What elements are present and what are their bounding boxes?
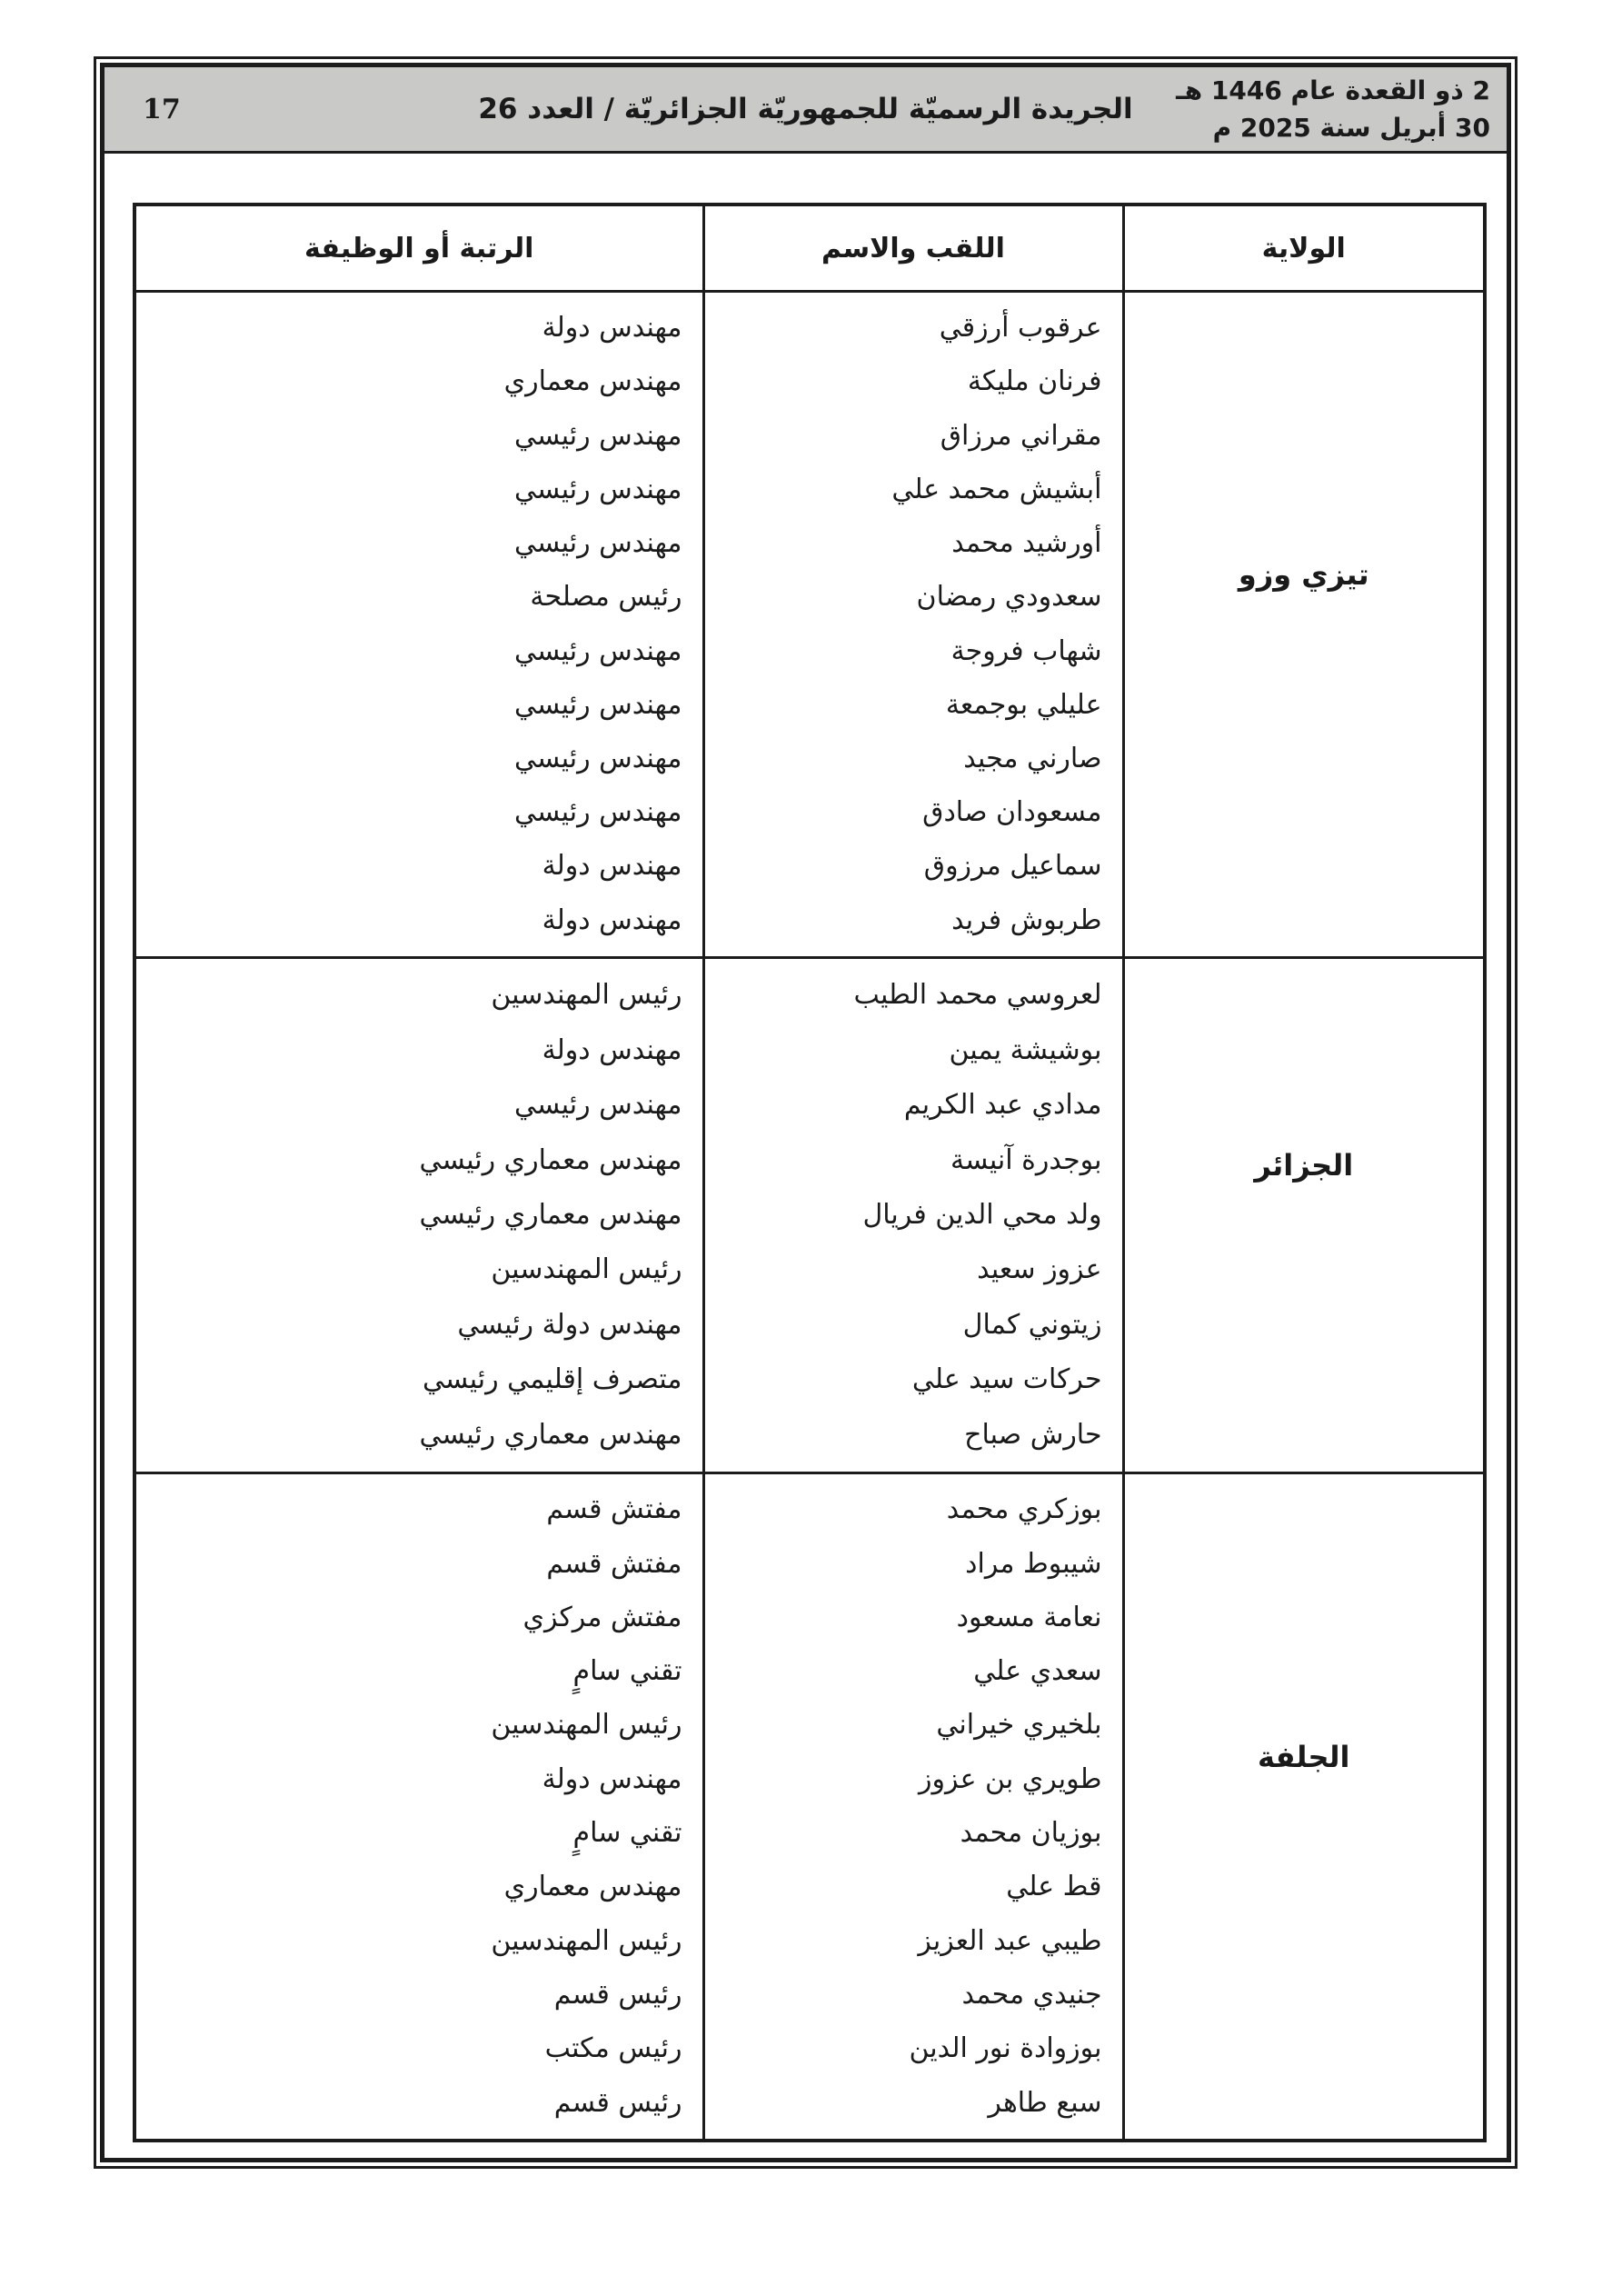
person-name: بوزكري محمد xyxy=(946,1493,1102,1526)
person-name: بوزوادة نور الدين xyxy=(909,2032,1102,2065)
column-header-wilaya: الولاية xyxy=(1123,205,1485,292)
page-frame-inner xyxy=(100,63,1511,2162)
person-rank: رئيس مصلحة xyxy=(530,581,682,614)
person-name: سعدودي رمضان xyxy=(916,581,1102,614)
person-name: عليلي بوجمعة xyxy=(945,688,1102,721)
person-name: طويري بن عزوز xyxy=(919,1762,1102,1795)
wilaya-name-cell xyxy=(1123,292,1485,958)
person-rank: مهندس دولة xyxy=(542,850,682,883)
person-rank: مهندس دولة xyxy=(542,1762,682,1795)
person-rank: مهندس معماري xyxy=(503,1871,682,1903)
table-header-row xyxy=(134,205,1485,292)
person-name: مسعودان صادق xyxy=(922,796,1102,829)
person-name: عرقوب أرزقي xyxy=(939,312,1102,344)
person-rank: متصرف إقليمي رئيسي xyxy=(422,1363,682,1396)
person-name: ولد محي الدين فريال xyxy=(862,1198,1102,1231)
wilaya-group-row xyxy=(134,958,1485,1473)
person-rank: مهندس رئيسي xyxy=(513,796,682,829)
person-name: عزوز سعيد xyxy=(977,1253,1102,1286)
person-name: طيبي عبد العزيز xyxy=(918,1924,1102,1957)
wilaya-name: تيزي وزو xyxy=(1238,557,1369,592)
person-rank: رئيس المهندسين xyxy=(491,979,682,1012)
person-rank: مفتش مركزي xyxy=(522,1601,682,1633)
person-rank: رئيس المهندسين xyxy=(491,1253,682,1286)
ranks-cell xyxy=(134,292,703,958)
person-rank: مهندس رئيسي xyxy=(513,473,682,505)
person-rank: مهندس رئيسي xyxy=(513,419,682,452)
person-rank: مهندس دولة رئيسي xyxy=(457,1308,682,1341)
person-name: جنيدي محمد xyxy=(961,1978,1102,2011)
ranks-cell xyxy=(134,958,703,1473)
person-name: حارش صباح xyxy=(964,1418,1102,1451)
person-name: فرنان مليكة xyxy=(967,365,1102,398)
person-rank: مهندس معماري رئيسي xyxy=(419,1198,682,1231)
ranks-cell xyxy=(134,1473,703,2141)
person-name: أبشيش محمد علي xyxy=(891,473,1102,505)
wilaya-group-row xyxy=(134,1473,1485,2141)
person-rank: مهندس رئيسي xyxy=(513,1089,682,1122)
person-rank: مفتش قسم xyxy=(546,1547,682,1580)
person-name: لعروسي محمد الطيب xyxy=(853,979,1102,1012)
page-frame xyxy=(94,56,1518,2169)
person-name: قط علي xyxy=(1006,1871,1102,1903)
person-name: زيتوني كمال xyxy=(962,1308,1102,1341)
person-name: بوشيشة يمين xyxy=(949,1033,1102,1066)
column-header-name: اللقب والاسم xyxy=(703,205,1123,292)
person-name: سعدي علي xyxy=(973,1655,1102,1688)
person-rank: مفتش قسم xyxy=(546,1493,682,1526)
person-name: شهاب فروجة xyxy=(950,634,1102,667)
person-name: سبع طاهر xyxy=(988,2086,1102,2119)
person-name: حركات سيد علي xyxy=(911,1363,1102,1396)
person-rank: رئيس المهندسين xyxy=(491,1924,682,1957)
person-name: مقراني مرزاق xyxy=(940,419,1102,452)
person-rank: مهندس رئيسي xyxy=(513,742,682,774)
names-cell xyxy=(703,1473,1123,2141)
wilaya-group-row xyxy=(134,292,1485,958)
names-list xyxy=(705,293,1122,956)
wilaya-name: الجلفة xyxy=(1257,1739,1350,1774)
person-name: بوجدرة آنيسة xyxy=(950,1143,1102,1176)
person-rank: مهندس دولة xyxy=(542,1033,682,1066)
wilaya-name: الجزائر xyxy=(1254,1148,1354,1183)
names-list xyxy=(705,959,1122,1472)
person-name: صارني مجيد xyxy=(963,742,1102,774)
person-rank: مهندس رئيسي xyxy=(513,688,682,721)
ranks-list xyxy=(136,293,702,956)
masthead-band xyxy=(104,67,1507,154)
person-rank: تقني سامٍ xyxy=(572,1817,682,1850)
appointments-table xyxy=(133,203,1487,2142)
person-name: بلخيري خيراني xyxy=(936,1709,1102,1742)
person-name: شيبوط مراد xyxy=(965,1547,1102,1580)
person-rank: تقني سامٍ xyxy=(572,1655,682,1688)
person-rank: رئيس مكتب xyxy=(544,2032,682,2065)
names-cell xyxy=(703,292,1123,958)
column-header-rank: الرتبة أو الوظيفة xyxy=(134,205,703,292)
date-gregorian: 30 أبريل سنة 2025 م xyxy=(1212,113,1490,143)
wilaya-name-cell xyxy=(1123,1473,1485,2141)
names-list xyxy=(705,1474,1122,2139)
person-rank: مهندس رئيسي xyxy=(513,527,682,560)
person-rank: مهندس معماري رئيسي xyxy=(419,1143,682,1176)
person-rank: رئيس قسم xyxy=(553,2086,682,2119)
person-name: طربوش فريد xyxy=(951,903,1102,936)
date-hijri: 2 ذو القعدة عام 1446 هـ xyxy=(1176,75,1490,105)
person-rank: مهندس دولة xyxy=(542,903,682,936)
person-rank: مهندس معماري رئيسي xyxy=(419,1418,682,1451)
person-name: سماعيل مرزوق xyxy=(923,850,1102,883)
person-name: بوزيان محمد xyxy=(960,1817,1102,1850)
person-name: نعامة مسعود xyxy=(956,1601,1102,1633)
person-rank: رئيس المهندسين xyxy=(491,1709,682,1742)
page-number: 17 xyxy=(143,93,181,125)
person-rank: مهندس دولة xyxy=(542,312,682,344)
person-rank: رئيس قسم xyxy=(553,1978,682,2011)
person-name: أورشيد محمد xyxy=(951,527,1102,560)
names-cell xyxy=(703,958,1123,1473)
ranks-list xyxy=(136,959,702,1472)
person-name: مدادي عبد الكريم xyxy=(903,1089,1102,1122)
journal-title: الجريدة الرسميّة للجمهوريّة الجزائريّة / العدد 26 xyxy=(478,93,1133,125)
issue-dates xyxy=(1133,72,1507,146)
person-rank: مهندس معماري xyxy=(503,365,682,398)
wilaya-name-cell xyxy=(1123,958,1485,1473)
ranks-list xyxy=(136,1474,702,2139)
person-rank: مهندس رئيسي xyxy=(513,634,682,667)
